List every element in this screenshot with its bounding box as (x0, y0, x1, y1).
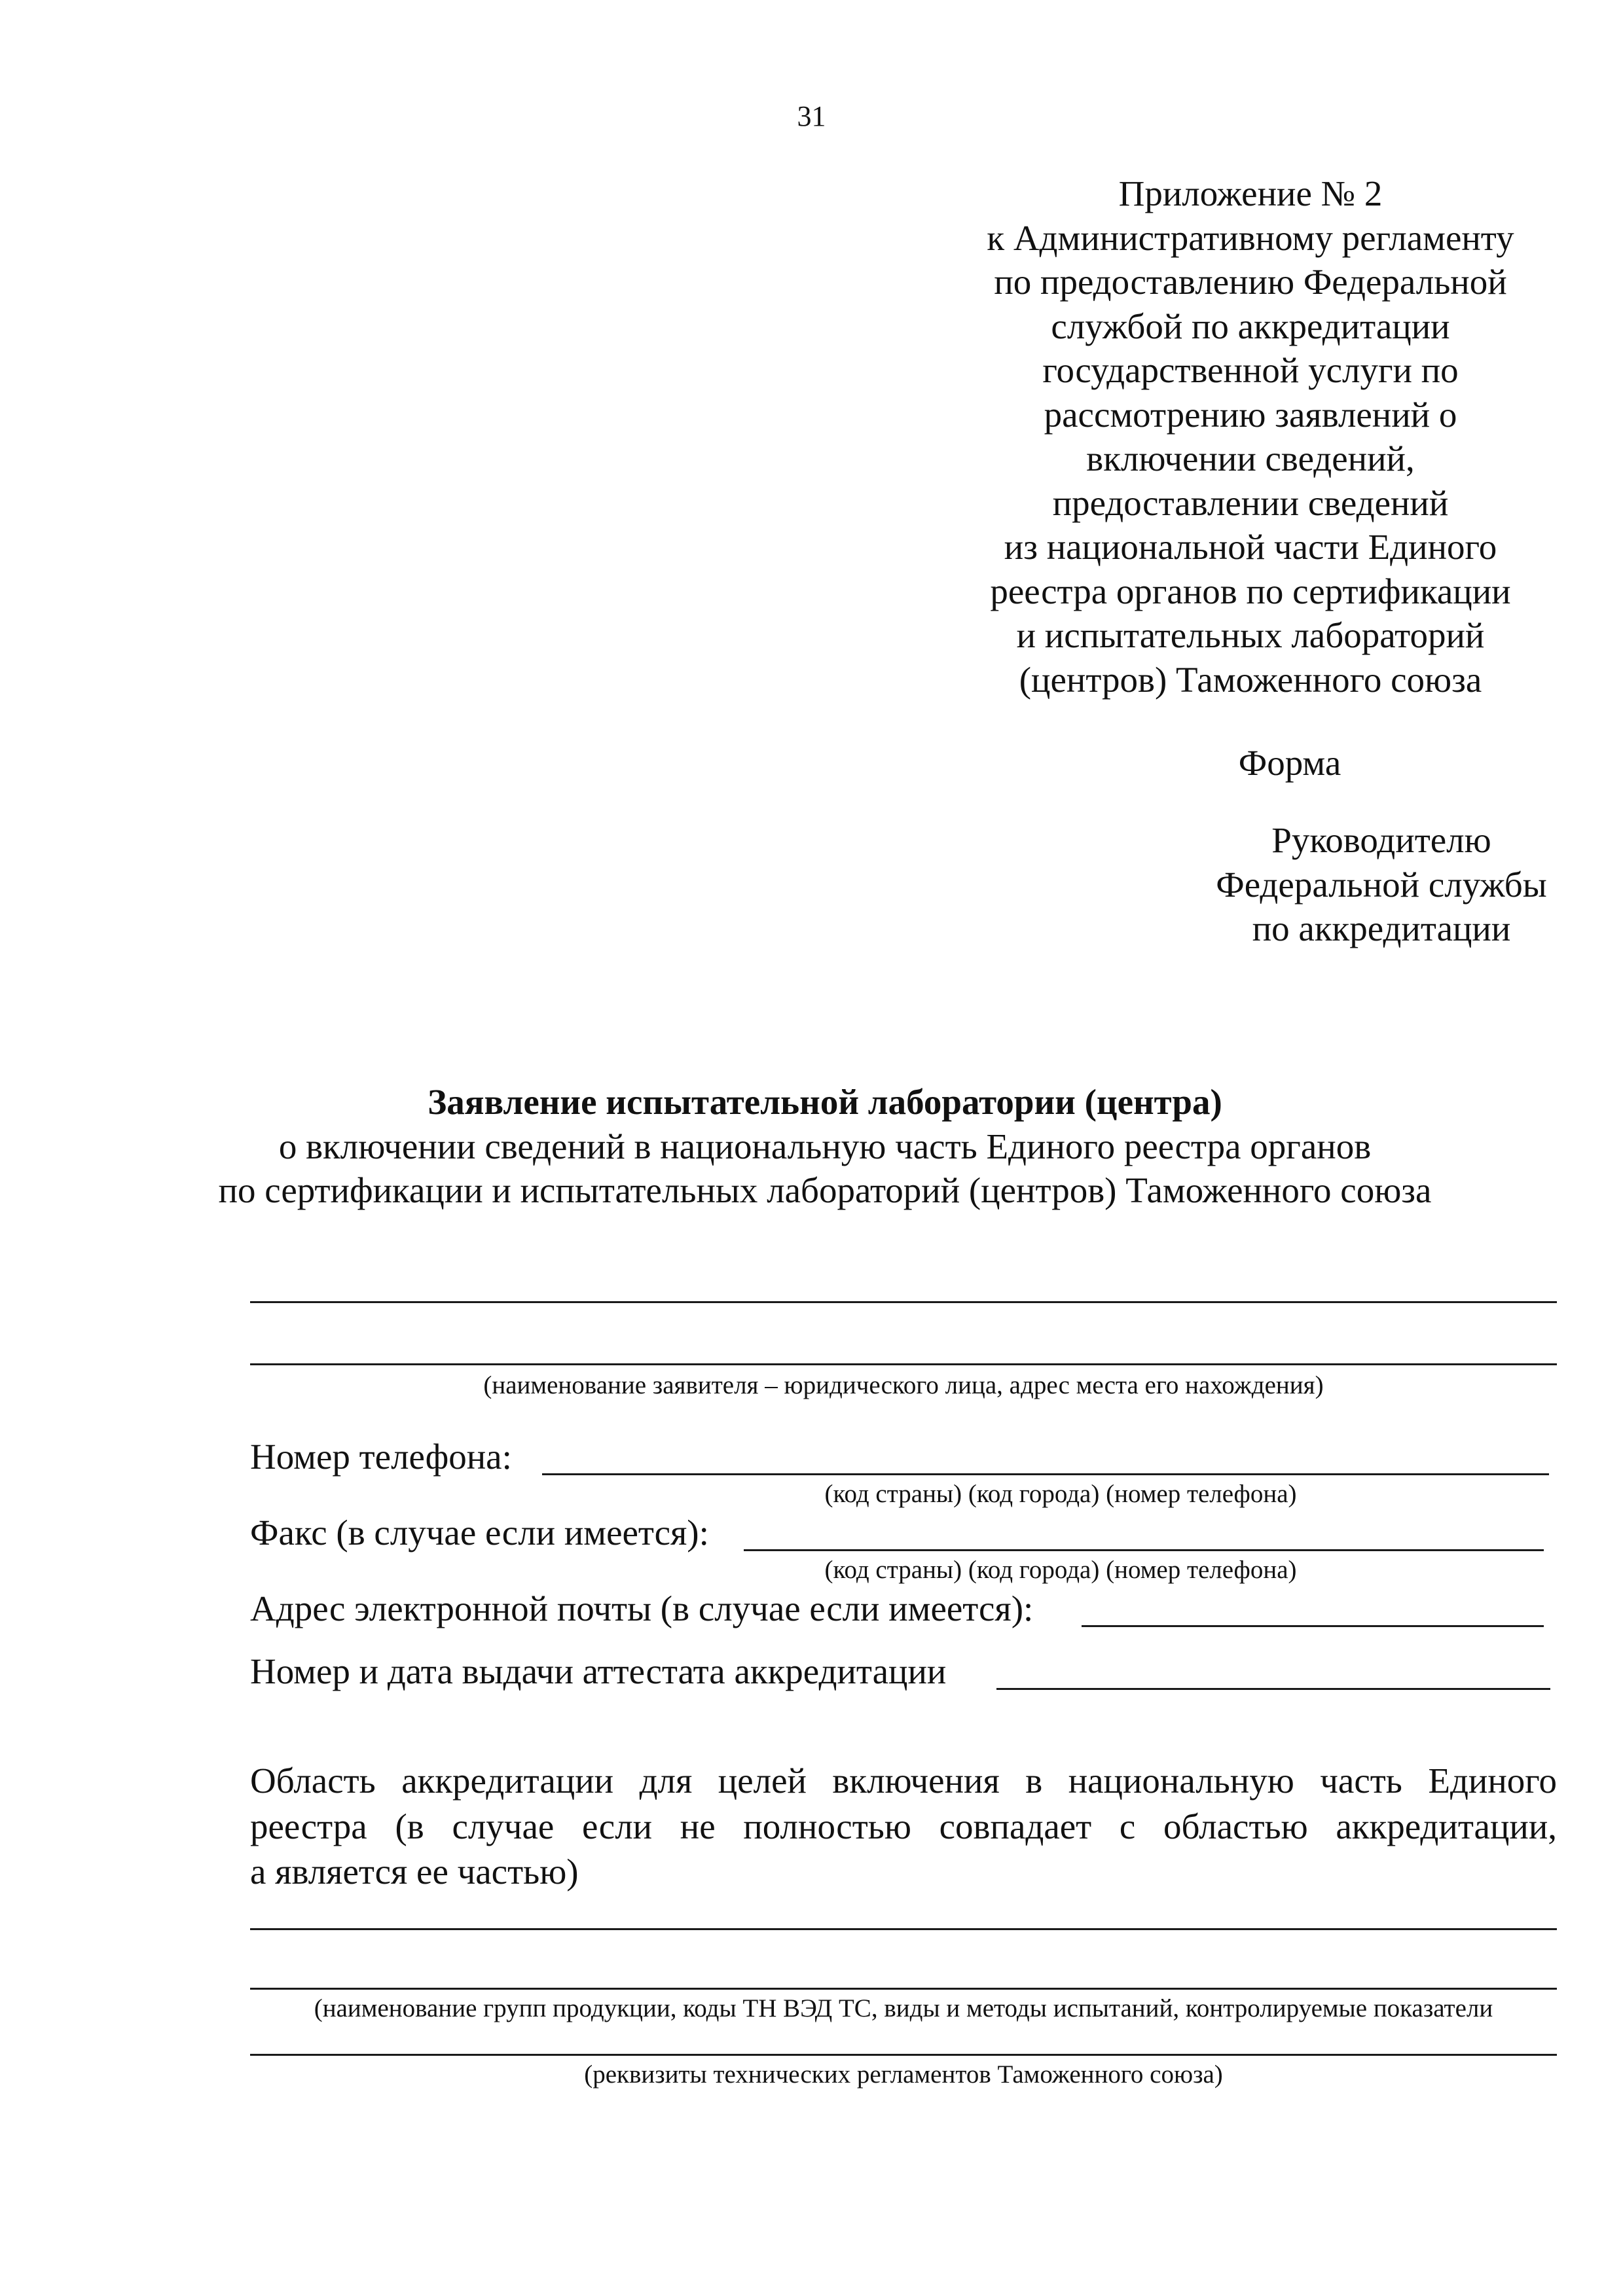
certificate-input-line[interactable] (996, 1688, 1550, 1690)
appendix-line: по предоставлению Федеральной (994, 262, 1507, 302)
title-bold-line: Заявление испытательной лаборатории (центра) (428, 1082, 1222, 1122)
document-title (170, 1080, 1480, 1213)
title-line: о включении сведений в национальную часть Единого реестра органов (278, 1126, 1372, 1166)
appendix-line: из национальной части Единого (1004, 527, 1497, 567)
appendix-line: и испытательных лабораторий (1016, 615, 1485, 655)
products-caption: (наименование групп продукции, коды ТН ВЭД ТС, виды и методы испытаний, контролируемые показатели (314, 1994, 1493, 2022)
products-line-1[interactable] (250, 1928, 1557, 1930)
products-line-2[interactable] (250, 1988, 1557, 1990)
addressee (1146, 818, 1617, 951)
scope-paragraph (250, 1758, 1557, 1895)
scope-line: а является ее частью) (250, 1852, 579, 1892)
appendix-line: государственной услуги по (1042, 350, 1459, 390)
fax-hint: (код страны) (код города) (номер телефона) (824, 1556, 1297, 1584)
phone-label: Номер телефона: (250, 1437, 512, 1477)
certificate-label: Номер и дата выдачи аттестата аккредитации (250, 1651, 947, 1691)
appendix-line: рассмотрению заявлений о (1044, 394, 1457, 435)
phone-hint: (код страны) (код города) (номер телефона) (824, 1480, 1297, 1508)
applicant-address-line[interactable] (250, 1363, 1557, 1365)
scope-line: Область аккредитации для целей включения в национальную часть Единого (250, 1761, 1557, 1801)
phone-input-line[interactable] (542, 1473, 1549, 1475)
regulations-line[interactable] (250, 2054, 1557, 2056)
regulations-caption: (реквизиты технических регламентов Таможенного союза) (584, 2060, 1223, 2089)
form-label: Форма (1238, 743, 1341, 783)
appendix-line: предоставлении сведений (1052, 482, 1449, 523)
email-input-line[interactable] (1082, 1625, 1544, 1627)
addressee-line: по аккредитации (1252, 908, 1511, 948)
appendix-line: включении сведений, (1086, 439, 1415, 478)
appendix-line: реестра органов по сертификации (990, 571, 1511, 611)
applicant-caption: (наименование заявителя – юридического лица, адрес места его нахождения) (483, 1371, 1324, 1399)
page-number: 31 (797, 100, 826, 132)
addressee-line: Руководителю (1271, 820, 1491, 860)
addressee-line: Федеральной службы (1216, 864, 1547, 905)
appendix-line: Приложение № 2 (1118, 173, 1383, 213)
appendix-line: службой по аккредитации (1051, 306, 1450, 346)
title-line: по сертификации и испытательных лабораторий (центров) Таможенного союза (218, 1170, 1432, 1210)
appendix-header (930, 171, 1571, 702)
fax-label: Факс (в случае если имеется): (250, 1513, 709, 1552)
applicant-name-line[interactable] (250, 1301, 1557, 1303)
fax-input-line[interactable] (744, 1549, 1544, 1551)
scope-line: реестра (в случае если не полностью совпадает с областью аккредитации, (250, 1806, 1557, 1846)
email-label: Адрес электронной почты (в случае если имеется): (250, 1588, 1034, 1628)
appendix-line: к Административному регламенту (987, 217, 1514, 258)
appendix-line: (центров) Таможенного союза (1019, 659, 1482, 700)
